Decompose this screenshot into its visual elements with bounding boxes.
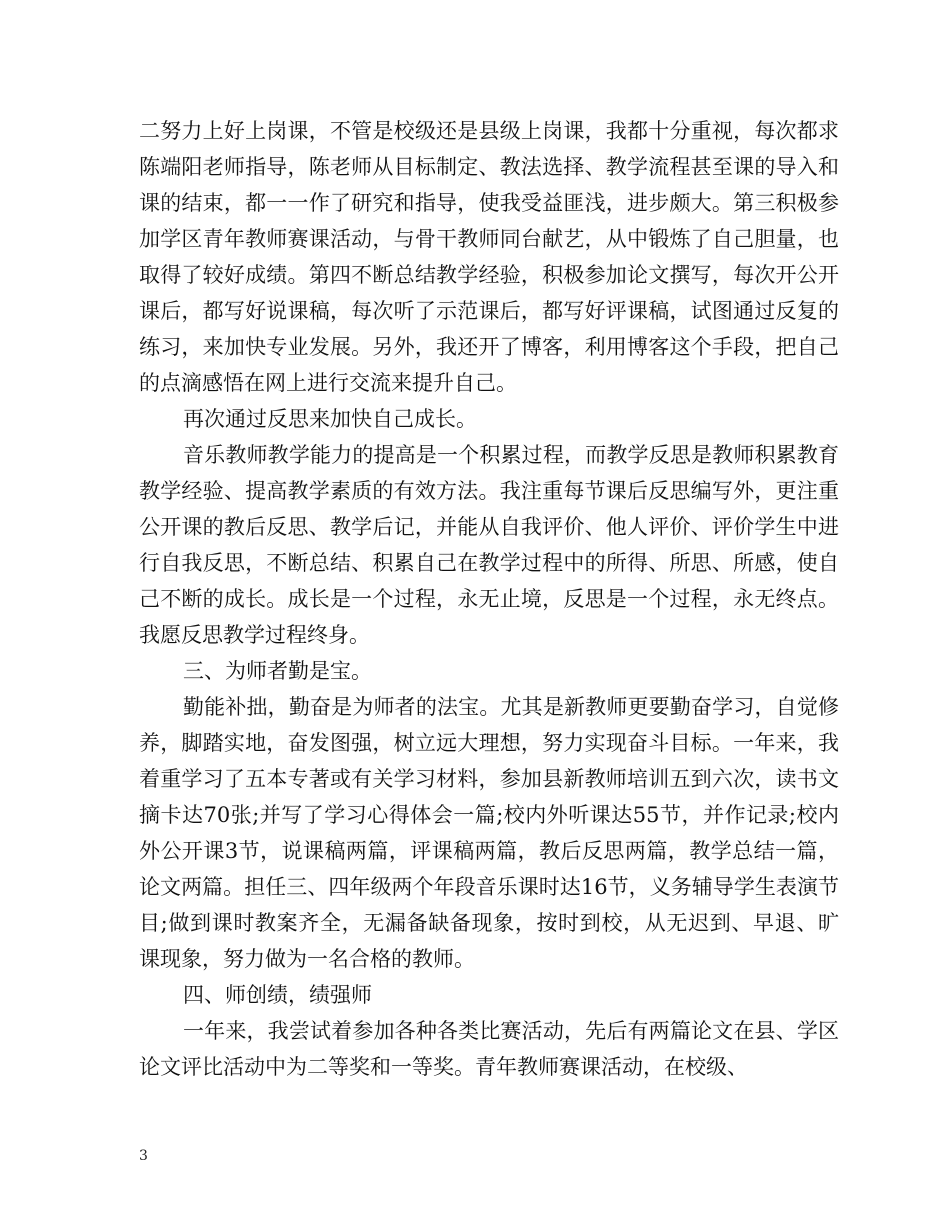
paragraph-3: 音乐教师教学能力的提高是一个积累过程，而教学反思是教师积累教育教学经验、提高教学素质的有效方法。我注重每节课后反思编写外，更注重公开课的教后反思、教学后记，并能从自我评价、他人评价、评价学生中进行自我反思，不断总结、积累自己在教学过程中的所得、所思、所感，使自己不断的成长。成长是一个过程，永无止境，反思是一个过程，永无终点。我愿反思教学过程终身。 <box>139 443 839 647</box>
paragraph-5: 勤能补拙，勤奋是为师者的法宝。尤其是新教师更要勤奋学习，自觉修养，脚踏实地，奋发图强，树立远大理想，努力实现奋斗目标。一年来，我着重学习了五本专著或有关学习材料，参加县新教师培训五到六次，读书文摘卡达70张;并写了学习心得体会一篇;校内外听课达55节，并作记录;校内外公开课3节，说课稿两篇，评课稿两篇，教后反思两篇，教学总结一篇，论文两篇。担任三、四年级两个年段音乐课时达16节，义务辅导学生表演节目;做到课时教案齐全，无漏备缺备现象，按时到校，从无迟到、早退、旷课现象，努力做为一名合格的教师。 <box>139 695 839 971</box>
section-heading-3: 三、为师者勤是宝。 <box>183 659 372 683</box>
document-body <box>139 113 839 1085</box>
section-heading-4: 四、师创绩，绩强师 <box>183 983 372 1007</box>
paragraph-7: 一年来，我尝试着参加各种各类比赛活动，先后有两篇论文在县、学区论文评比活动中为二等奖和一等奖。青年教师赛课活动，在校级、 <box>139 1019 839 1079</box>
paragraph-2: 再次通过反思来加快自己成长。 <box>183 407 477 431</box>
page-number: 3 <box>139 1148 148 1164</box>
paragraph-1: 二努力上好上岗课，不管是校级还是县级上岗课，我都十分重视，每次都求陈端阳老师指导，陈老师从目标制定、教法选择、教学流程甚至课的导入和课的结束，都一一作了研究和指导，使我受益匪浅，进步颇大。第三积极参加学区青年教师赛课活动，与骨干教师同台献艺，从中锻炼了自己胆量，也取得了较好成绩。第四不断总结教学经验，积极参加论文撰写，每次开公开课后，都写好说课稿，每次听了示范课后，都写好评课稿，试图通过反复的练习，来加快专业发展。另外，我还开了博客，利用博客这个手段，把自己的点滴感悟在网上进行交流来提升自己。 <box>139 119 839 395</box>
